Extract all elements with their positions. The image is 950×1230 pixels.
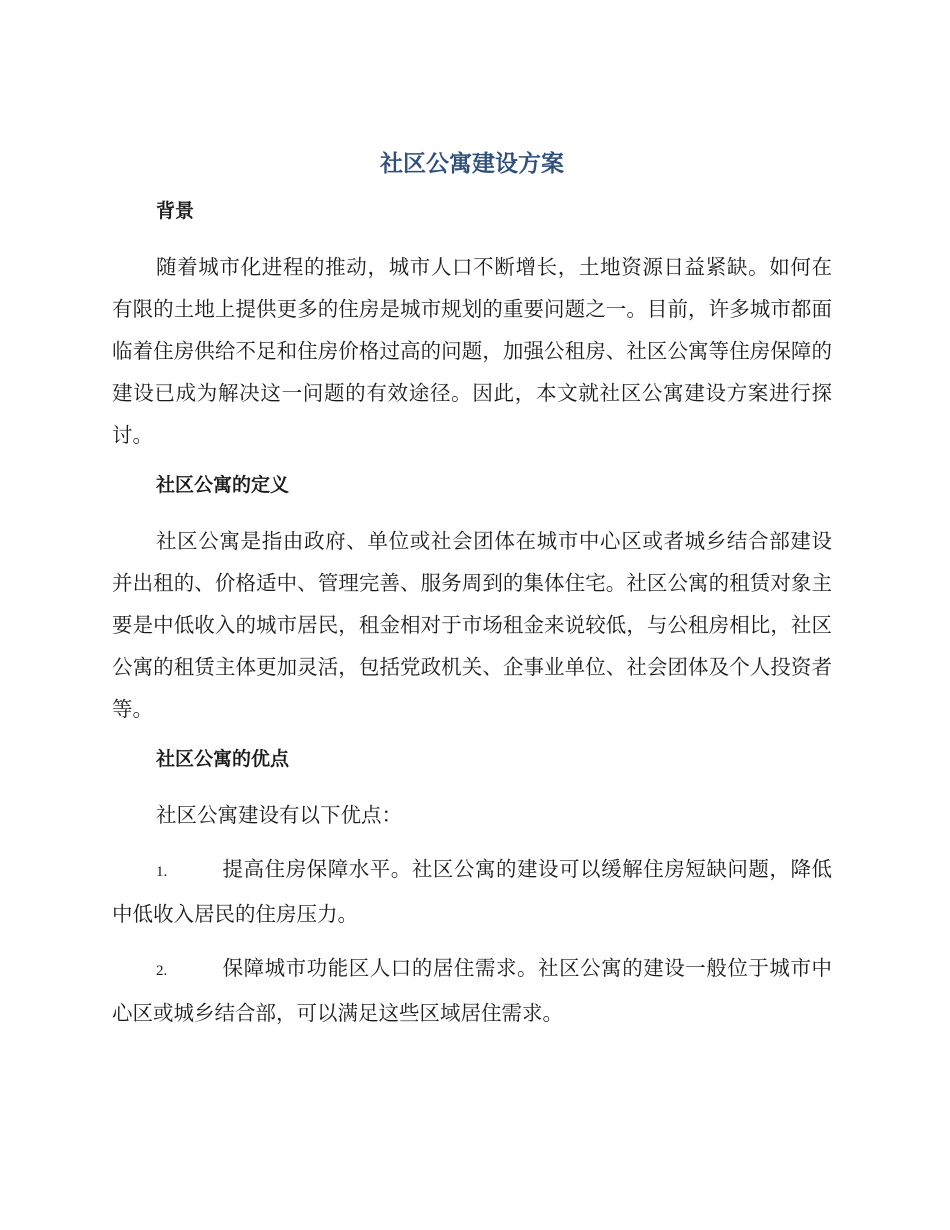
section-background — [112, 196, 832, 456]
list-item — [112, 848, 832, 935]
section-heading-definition: 社区公寓的定义 — [156, 474, 290, 496]
list-item — [112, 947, 832, 1034]
section-heading-advantages: 社区公寓的优点 — [156, 748, 290, 770]
document-title: 社区公寓建设方案 — [380, 151, 564, 177]
paragraph-definition: 社区公寓是指由政府、单位或社会团体在城市中心区或者城乡结合部建设并出租的、价格适中、管理完善、服务周到的集体住宅。社区公寓的租赁对象主要是中低收入的城市居民，租金相对于市场租金来说较低，与公租房相比，社区公寓的租赁主体更加灵活，包括党政机关、企事业单位、社会团体及个人投资者等。 — [112, 529, 832, 721]
section-definition — [112, 470, 832, 730]
section-heading-background: 背景 — [156, 200, 195, 222]
list-item-text: 保障城市功能区人口的居住需求。社区公寓的建设一般位于城市中心区或城乡结合部，可以满足这些区域居住需求。 — [112, 956, 832, 1025]
paragraph-advantages-intro: 社区公寓建设有以下优点： — [156, 803, 402, 827]
list-item-number: 2. — [156, 963, 168, 979]
paragraph-background: 随着城市化进程的推动，城市人口不断增长，土地资源日益紧缺。如何在有限的土地上提供更多的住房是城市规划的重要问题之一。目前，许多城市都面临着住房供给不足和住房价格过高的问题，加强公租房、社区公寓等住房保障的建设已成为解决这一问题的有效途径。因此，本文就社区公寓建设方案进行探讨。 — [112, 255, 832, 447]
document-page — [112, 146, 832, 1046]
list-item-text: 提高住房保障水平。社区公寓的建设可以缓解住房短缺问题，降低中低收入居民的住房压力。 — [112, 857, 832, 926]
list-item-number: 1. — [156, 864, 168, 880]
section-advantages — [112, 744, 832, 1034]
